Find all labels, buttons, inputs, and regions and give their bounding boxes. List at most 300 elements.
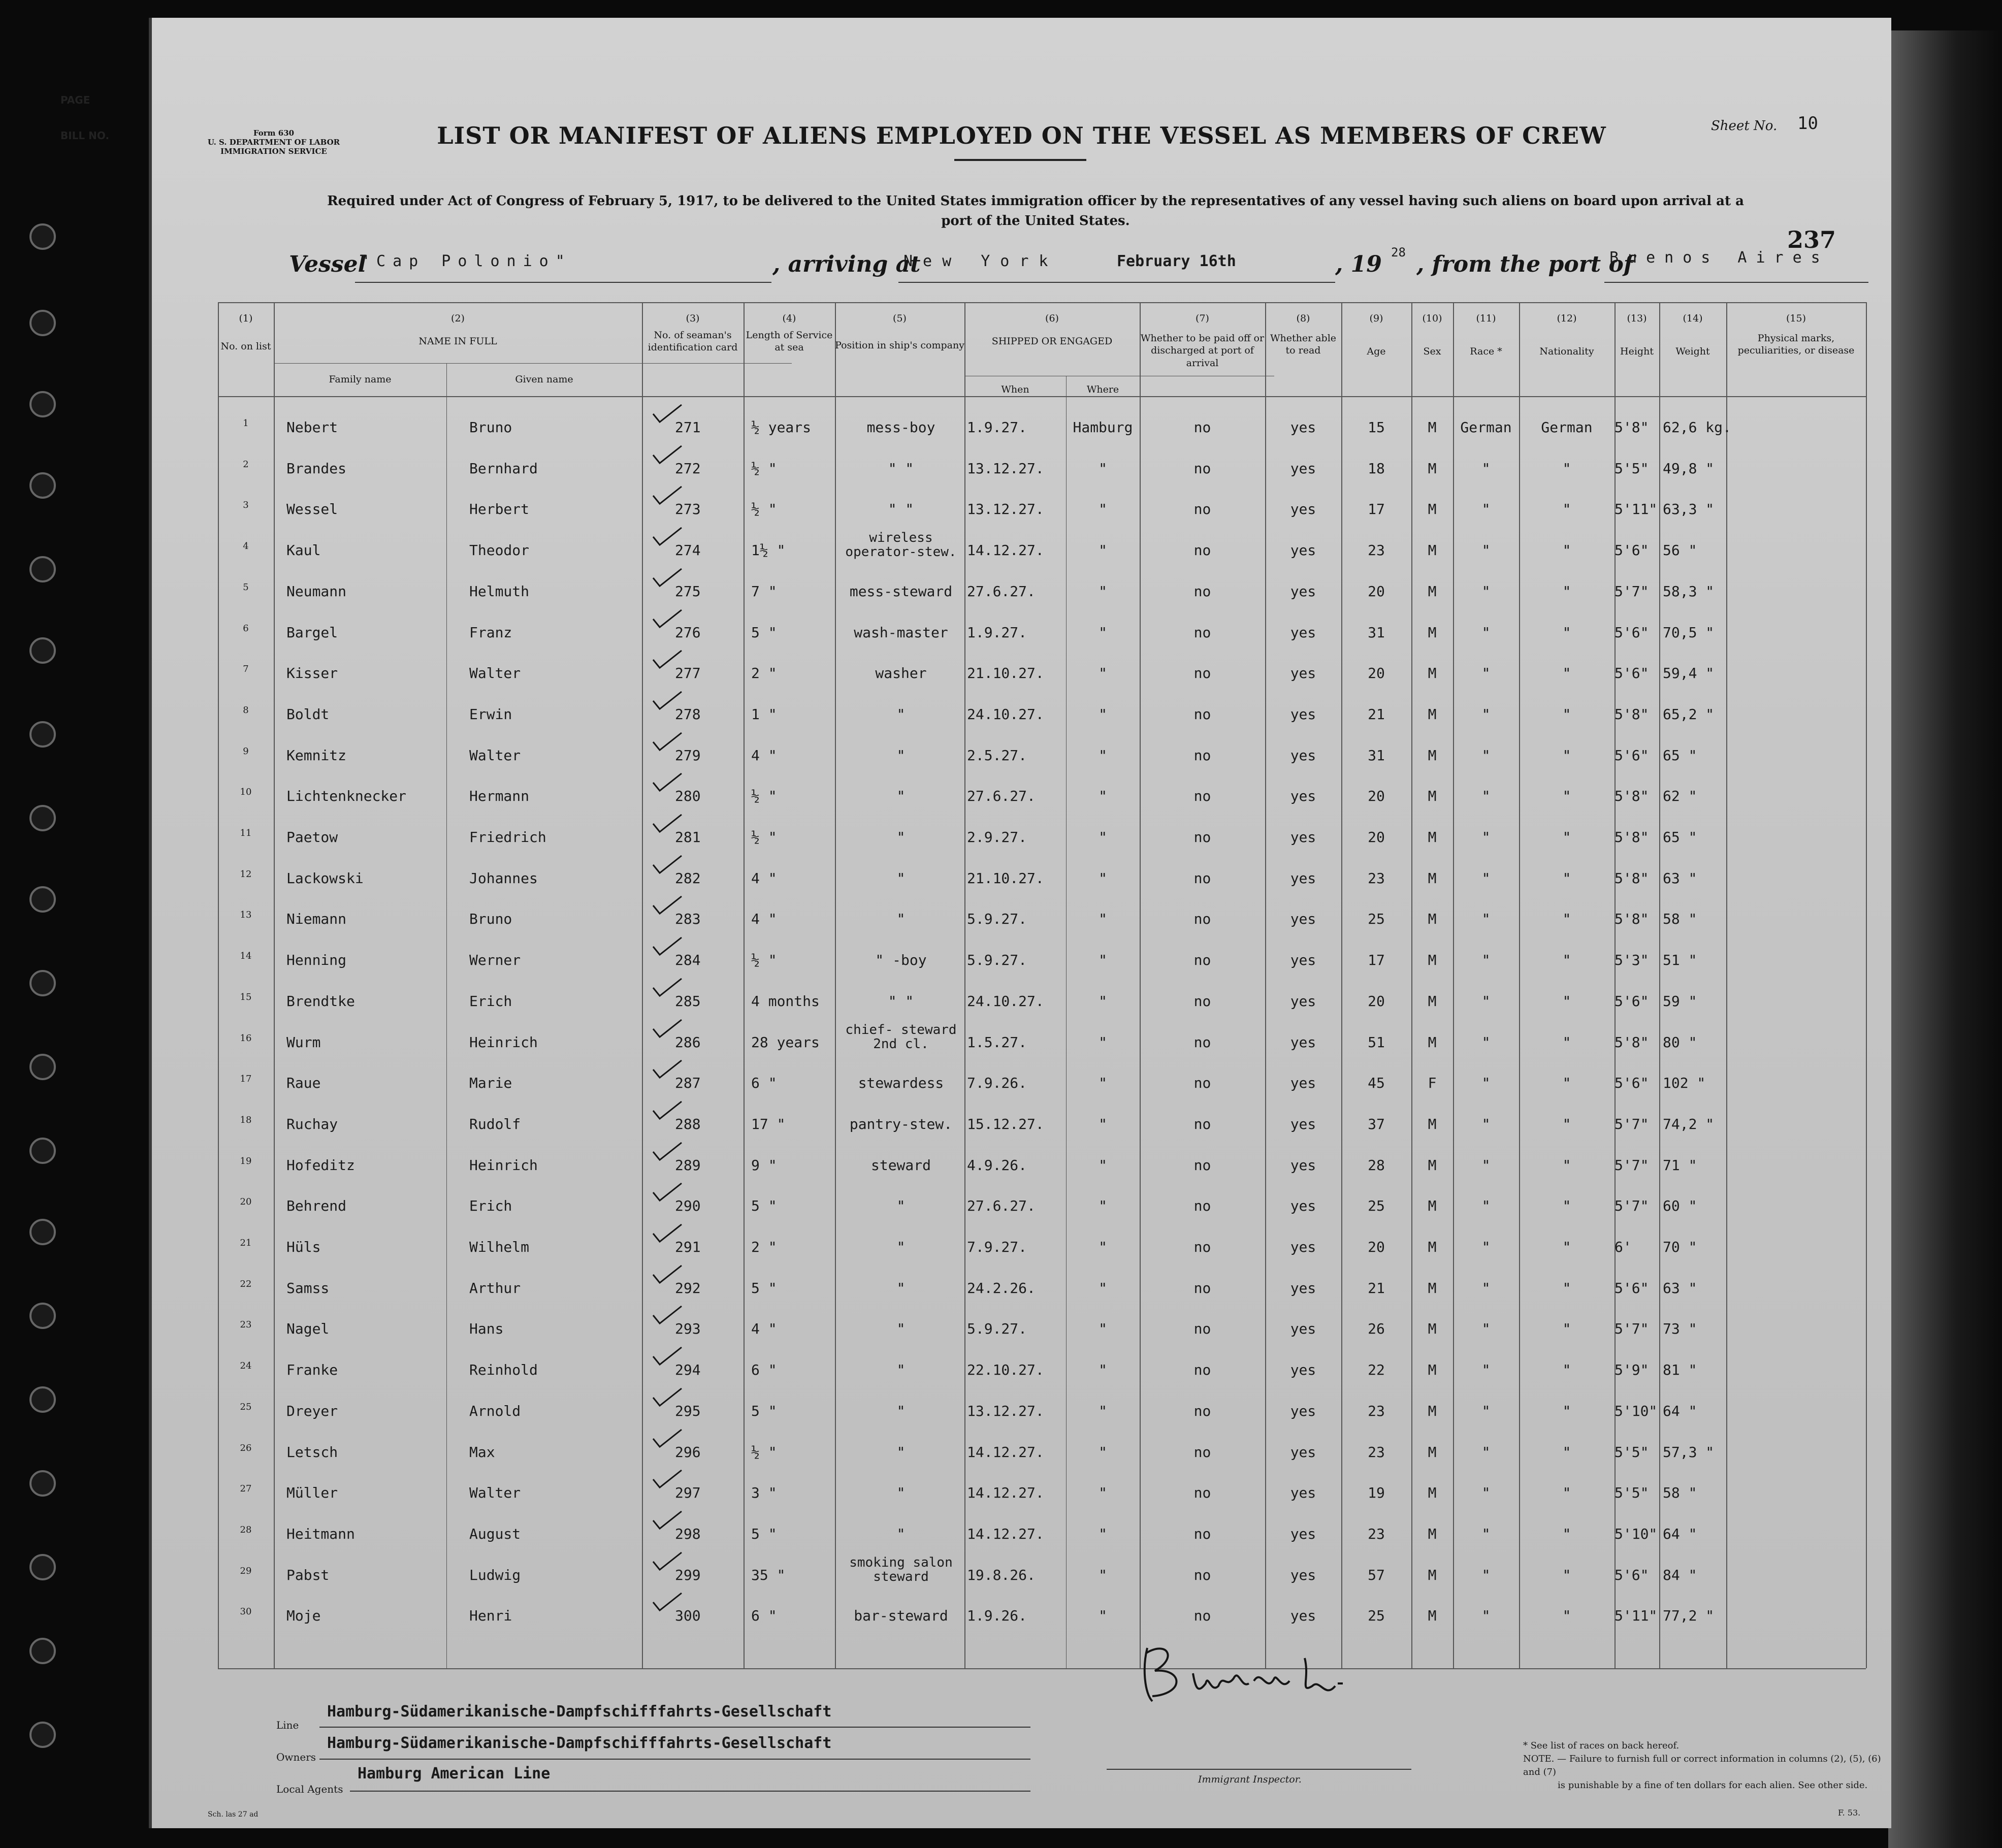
checkmark-icon — [652, 527, 683, 547]
cell-card: 298 — [675, 1525, 701, 1542]
col-label: Sex — [1423, 345, 1441, 357]
footnote-races: * See list of races on back hereof. — [1523, 1740, 1680, 1751]
cell-read: yes — [1290, 1239, 1316, 1255]
binder-hole — [29, 886, 56, 913]
cell-card: 275 — [675, 582, 701, 600]
cell-paid: no — [1193, 1525, 1211, 1542]
cell-race: " — [1481, 501, 1491, 518]
cell-when: 19.8.26. — [967, 1566, 1036, 1583]
cell-nat: " — [1562, 1075, 1571, 1092]
cell-card: 286 — [675, 1033, 701, 1051]
cell-card: 294 — [675, 1361, 701, 1379]
cell-nat: " — [1562, 705, 1571, 723]
cell-nat: " — [1562, 1279, 1571, 1296]
cell-service: ½ " — [751, 1443, 777, 1461]
binder-hole — [29, 223, 56, 250]
binder-hole — [29, 310, 56, 336]
name-subheader-rule — [274, 363, 792, 364]
cell-given: Walter — [469, 1484, 521, 1502]
cell-read: yes — [1290, 501, 1316, 518]
cell-height: 5'7" — [1614, 582, 1649, 600]
checkmark-icon — [652, 1510, 683, 1531]
sheet-number-value: 10 — [1797, 113, 1818, 134]
cell-position: " — [896, 1279, 906, 1296]
cell-given: Max — [469, 1443, 495, 1461]
cell-nat: " — [1562, 1402, 1571, 1419]
stamp-number: 237 — [1787, 226, 1836, 253]
cell-card: 291 — [675, 1239, 701, 1255]
cell-where: " — [1099, 992, 1107, 1010]
col-num: (13) — [1627, 313, 1647, 324]
cell-read: yes — [1290, 1361, 1316, 1379]
col-label: Position in ship's company — [835, 339, 964, 351]
cell-race: " — [1481, 1279, 1491, 1296]
cell-height: 5'8" — [1614, 1033, 1649, 1051]
cell-family: Nagel — [286, 1320, 330, 1338]
cell-given: Herbert — [469, 501, 530, 518]
cell-sex: M — [1428, 1115, 1437, 1132]
col-label: Whether to be paid off or discharged at port of arrival — [1140, 332, 1265, 369]
binder-hole — [29, 1638, 56, 1664]
col-num: (1) — [239, 313, 253, 324]
cell-given: Marie — [469, 1075, 512, 1092]
owners-label: Owners — [276, 1751, 316, 1763]
cell-service: 5 " — [751, 624, 777, 641]
cell-weight: 64 " — [1663, 1525, 1697, 1542]
cell-n: 5 — [243, 581, 249, 593]
cell-card: 276 — [675, 624, 701, 641]
cell-height: 5'8" — [1614, 829, 1649, 846]
cell-weight: 63 " — [1663, 1279, 1697, 1296]
cell-where: " — [1099, 665, 1107, 682]
cell-height: 5'7" — [1614, 1156, 1649, 1174]
cell-weight: 49,8 " — [1663, 460, 1715, 477]
cell-n: 8 — [243, 704, 249, 716]
cell-paid: no — [1193, 1607, 1211, 1625]
cell-service: 5 " — [751, 1279, 777, 1296]
arriving-port: New York — [903, 252, 1058, 270]
cell-sex: M — [1428, 1156, 1437, 1174]
cell-paid: no — [1193, 705, 1211, 723]
cell-paid: no — [1193, 829, 1211, 846]
cell-paid: no — [1193, 624, 1211, 641]
cell-where: " — [1099, 1239, 1107, 1255]
cell-height: 5'10" — [1614, 1525, 1658, 1542]
cell-n: 29 — [240, 1565, 252, 1576]
cell-card: 281 — [675, 829, 701, 846]
cell-age: 25 — [1368, 1607, 1385, 1625]
cell-given: Walter — [469, 747, 521, 764]
cell-nat: " — [1562, 1115, 1571, 1132]
cell-paid: no — [1193, 1075, 1211, 1092]
subtitle-line-2: port of the United States. — [941, 213, 1130, 229]
cell-service: 5 " — [751, 1525, 777, 1542]
cell-when: 5.9.27. — [967, 911, 1027, 928]
cell-given: Rudolf — [469, 1115, 521, 1132]
cell-service: 5 " — [751, 1197, 777, 1215]
cell-age: 21 — [1368, 1279, 1385, 1296]
cell-paid: no — [1193, 992, 1211, 1010]
cell-position: " — [896, 1197, 906, 1215]
document-title: LIST OR MANIFEST OF ALIENS EMPLOYED ON THE VESSEL AS MEMBERS OF CREW — [437, 122, 1606, 149]
cell-where: " — [1099, 1402, 1107, 1419]
checkmark-icon — [652, 855, 683, 875]
cell-race: " — [1481, 1115, 1491, 1132]
year-label: , 19 — [1335, 251, 1382, 277]
cell-sex: M — [1428, 1239, 1437, 1255]
cell-given: Helmuth — [469, 582, 530, 600]
checkmark-icon — [652, 1019, 683, 1039]
cell-card: 274 — [675, 542, 701, 559]
cell-race: " — [1481, 542, 1491, 559]
cell-sex: M — [1428, 911, 1437, 928]
col-label: Length of Service at sea — [746, 329, 833, 353]
cell-weight: 102 " — [1663, 1075, 1706, 1092]
binder-hole — [29, 970, 56, 996]
cell-weight: 70,5 " — [1663, 624, 1715, 641]
col-header-shipped — [964, 312, 1140, 347]
cell-family: Dreyer — [286, 1402, 338, 1419]
cell-n: 25 — [240, 1401, 252, 1412]
cell-service: ½ years — [751, 419, 812, 436]
cell-weight: 58,3 " — [1663, 582, 1715, 600]
cell-given: Henri — [469, 1607, 512, 1625]
cell-height: 5'6" — [1614, 542, 1649, 559]
cell-age: 23 — [1368, 869, 1385, 887]
cell-race: " — [1481, 1075, 1491, 1092]
cell-position: " — [896, 829, 906, 846]
inspector-label: Immigrant Inspector. — [1198, 1774, 1302, 1785]
checkmark-icon — [652, 1305, 683, 1325]
cell-paid: no — [1193, 911, 1211, 928]
col-num: (9) — [1369, 313, 1383, 324]
checkmark-icon — [652, 1429, 683, 1449]
cell-family: Letsch — [286, 1443, 338, 1461]
col-num: (15) — [1786, 313, 1806, 324]
cell-position: " — [896, 705, 906, 723]
cell-age: 37 — [1368, 1115, 1385, 1132]
cell-nat: " — [1562, 869, 1571, 887]
cell-height: 5'8" — [1614, 419, 1649, 436]
cell-n: 9 — [243, 745, 249, 757]
cell-age: 25 — [1368, 911, 1385, 928]
cell-position: stewardess — [858, 1075, 944, 1092]
cell-paid: no — [1193, 747, 1211, 764]
form-code-left: Sch. las 27 ad — [208, 1810, 259, 1819]
cell-paid: no — [1193, 1443, 1211, 1461]
owners-value: Hamburg-Südamerikanische-Dampfschifffahrts-Gesellschaft — [327, 1734, 832, 1752]
cell-when: 27.6.27. — [967, 1197, 1036, 1215]
cell-read: yes — [1290, 582, 1316, 600]
cell-n: 24 — [240, 1360, 252, 1372]
cell-weight: 70 " — [1663, 1239, 1697, 1255]
cell-read: yes — [1290, 869, 1316, 887]
cell-card: 293 — [675, 1320, 701, 1338]
cell-given: Wilhelm — [469, 1239, 530, 1255]
cell-paid: no — [1193, 1484, 1211, 1502]
cell-family: Brandes — [286, 460, 347, 477]
cell-height: 5'8" — [1614, 869, 1649, 887]
cell-when: 24.10.27. — [967, 992, 1044, 1010]
agents-underline — [350, 1791, 1030, 1792]
cell-race: " — [1481, 1320, 1491, 1338]
cell-sex: M — [1428, 1607, 1437, 1625]
cell-where: " — [1099, 911, 1107, 928]
cell-nat: " — [1562, 1525, 1571, 1542]
vessel-underline — [355, 282, 771, 283]
cell-weight: 51 " — [1663, 952, 1697, 969]
cell-paid: no — [1193, 869, 1211, 887]
cell-race: " — [1481, 460, 1491, 477]
cell-nat: " — [1562, 1239, 1571, 1255]
cell-age: 22 — [1368, 1361, 1385, 1379]
cell-card: 296 — [675, 1443, 701, 1461]
form-number: Form 630 — [253, 128, 295, 138]
cell-service: 4 " — [751, 747, 777, 764]
cell-paid: no — [1193, 1033, 1211, 1051]
cell-race: " — [1481, 1484, 1491, 1502]
cell-n: 26 — [240, 1442, 252, 1453]
checkmark-icon — [652, 1387, 683, 1408]
cell-sex: M — [1428, 419, 1437, 436]
cell-height: 5'6" — [1614, 1075, 1649, 1092]
cell-position: pantry-stew. — [849, 1115, 953, 1132]
cell-position: wireless operator-stew. — [845, 530, 957, 560]
col-header-nationality — [1519, 312, 1614, 358]
binder-hole — [29, 556, 56, 582]
line-label: Line — [276, 1719, 299, 1731]
cell-when: 13.12.27. — [967, 460, 1044, 477]
cell-where: " — [1099, 1156, 1107, 1174]
cell-family: Behrend — [286, 1197, 347, 1215]
cell-read: yes — [1290, 1402, 1316, 1419]
cell-when: 27.6.27. — [967, 582, 1036, 600]
cell-where: " — [1099, 624, 1107, 641]
binder-hole — [29, 1054, 56, 1080]
cell-family: Raue — [286, 1075, 321, 1092]
cell-service: ½ " — [751, 788, 777, 805]
binder-hole — [29, 1138, 56, 1164]
cell-when: 5.9.27. — [967, 1320, 1027, 1338]
cell-sex: M — [1428, 992, 1437, 1010]
cell-age: 20 — [1368, 788, 1385, 805]
binder-hole — [29, 1554, 56, 1580]
cell-nat: " — [1562, 1156, 1571, 1174]
cell-n: 10 — [240, 787, 252, 798]
cell-position: " — [896, 1320, 906, 1338]
cell-when: 1.9.27. — [967, 419, 1027, 436]
cell-family: Lichtenknecker — [286, 788, 407, 805]
cell-age: 20 — [1368, 582, 1385, 600]
cell-n: 2 — [243, 459, 249, 470]
cell-weight: 58 " — [1663, 911, 1697, 928]
cell-weight: 63 " — [1663, 869, 1697, 887]
cell-card: 285 — [675, 992, 701, 1010]
cell-position: smoking salon steward — [849, 1554, 953, 1584]
cell-n: 3 — [243, 500, 249, 511]
checkmark-icon — [652, 1223, 683, 1244]
cell-sex: F — [1428, 1075, 1437, 1092]
cell-when: 24.2.26. — [967, 1279, 1036, 1296]
cell-when: 15.12.27. — [967, 1115, 1044, 1132]
service-name: IMMIGRATION SERVICE — [220, 147, 327, 156]
cell-nat: " — [1562, 1361, 1571, 1379]
cell-age: 23 — [1368, 1402, 1385, 1419]
cell-position: wash-master — [854, 624, 948, 641]
cell-read: yes — [1290, 460, 1316, 477]
cell-family: Wessel — [286, 501, 338, 518]
cell-family: Lackowski — [286, 869, 364, 887]
cell-family: Henning — [286, 952, 347, 969]
cell-read: yes — [1290, 419, 1316, 436]
cell-n: 23 — [240, 1319, 252, 1331]
cell-position: " — [896, 911, 906, 928]
cell-n: 14 — [240, 951, 252, 962]
cell-height: 5'6" — [1614, 1279, 1649, 1296]
col-header-card — [642, 312, 744, 354]
cell-service: 28 years — [751, 1033, 820, 1051]
cell-position: " — [896, 788, 906, 805]
cell-family: Neumann — [286, 582, 347, 600]
cell-nat: " — [1562, 582, 1571, 600]
cell-read: yes — [1290, 1484, 1316, 1502]
col-label: SHIPPED OR ENGAGED — [991, 335, 1113, 347]
cell-race: " — [1481, 747, 1491, 764]
cell-service: 2 " — [751, 1239, 777, 1255]
cell-when: 21.10.27. — [967, 869, 1044, 887]
cell-race: " — [1481, 869, 1491, 887]
checkmark-icon — [652, 568, 683, 588]
cell-sex: M — [1428, 788, 1437, 805]
cell-sex: M — [1428, 542, 1437, 559]
cell-position: " " — [888, 992, 914, 1010]
cell-sex: M — [1428, 869, 1437, 887]
cell-service: 9 " — [751, 1156, 777, 1174]
cell-read: yes — [1290, 1566, 1316, 1583]
cell-position: " " — [888, 501, 914, 518]
cell-service: 1½ " — [751, 542, 786, 559]
cell-height: 5'11" — [1614, 501, 1658, 518]
footnote-note-1: NOTE. — Failure to furnish full or correct information in columns (2), (5), (6) and (7) — [1523, 1754, 1881, 1778]
col-line — [964, 302, 965, 1668]
cell-when: 2.9.27. — [967, 829, 1027, 846]
cell-family: Moje — [286, 1607, 321, 1625]
cell-paid: no — [1193, 419, 1211, 436]
cell-given: Franz — [469, 624, 512, 641]
cell-where: " — [1099, 1525, 1107, 1542]
cell-sex: M — [1428, 829, 1437, 846]
cell-nat: " — [1562, 747, 1571, 764]
cell-position: " — [896, 1484, 906, 1502]
cell-weight: 62,6 kg. — [1663, 419, 1731, 436]
cell-given: Erich — [469, 992, 512, 1010]
cell-when: 7.9.27. — [967, 1239, 1027, 1255]
cell-nat: " — [1562, 542, 1571, 559]
cell-n: 19 — [240, 1155, 252, 1166]
cell-n: 20 — [240, 1196, 252, 1208]
cell-weight: 65 " — [1663, 829, 1697, 846]
cell-family: Hofeditz — [286, 1156, 355, 1174]
cell-sex: M — [1428, 1484, 1437, 1502]
binder-hole — [29, 472, 56, 499]
cell-service: 6 " — [751, 1361, 777, 1379]
cell-paid: no — [1193, 460, 1211, 477]
cell-card: 279 — [675, 747, 701, 764]
binder-hole — [29, 805, 56, 831]
agents-value: Hamburg American Line — [358, 1765, 551, 1782]
cell-paid: no — [1193, 1279, 1211, 1296]
cell-sex: M — [1428, 624, 1437, 641]
cell-age: 15 — [1368, 419, 1385, 436]
cell-n: 6 — [243, 623, 249, 634]
cell-when: 13.12.27. — [967, 501, 1044, 518]
cell-race: " — [1481, 1361, 1491, 1379]
cell-race: " — [1481, 829, 1491, 846]
col-header-height — [1614, 312, 1659, 358]
cell-read: yes — [1290, 624, 1316, 641]
cell-n: 12 — [240, 868, 252, 880]
cell-family: Boldt — [286, 705, 330, 723]
cell-card: 284 — [675, 952, 701, 969]
cell-service: 4 " — [751, 911, 777, 928]
cell-read: yes — [1290, 747, 1316, 764]
cell-service: 6 " — [751, 1607, 777, 1625]
cell-sex: M — [1428, 1402, 1437, 1419]
checkmark-icon — [652, 404, 683, 424]
cell-where: " — [1099, 460, 1107, 477]
cell-paid: no — [1193, 582, 1211, 600]
cell-read: yes — [1290, 1320, 1316, 1338]
cell-height: 5'6" — [1614, 747, 1649, 764]
cell-when: 2.5.27. — [967, 747, 1027, 764]
checkmark-icon — [652, 1265, 683, 1285]
cell-weight: 56 " — [1663, 542, 1697, 559]
cell-family: Kemnitz — [286, 747, 347, 764]
cell-family: Wurm — [286, 1033, 321, 1051]
cell-sex: M — [1428, 1033, 1437, 1051]
cell-where: " — [1099, 582, 1107, 600]
col-line — [744, 302, 745, 1668]
arrival-date: February 16th — [1117, 252, 1236, 270]
cell-read: yes — [1290, 992, 1316, 1010]
cell-where: " — [1099, 869, 1107, 887]
binder-hole — [29, 1219, 56, 1245]
manifest-sheet — [60, 18, 1891, 1828]
cell-height: 5'5" — [1614, 1443, 1649, 1461]
cell-given: Heinrich — [469, 1033, 538, 1051]
cell-height: 5'8" — [1614, 911, 1649, 928]
cell-read: yes — [1290, 1279, 1316, 1296]
cell-where: " — [1099, 829, 1107, 846]
cell-given: Ludwig — [469, 1566, 521, 1583]
cell-given: Hermann — [469, 788, 530, 805]
cell-where: " — [1099, 1033, 1107, 1051]
col-num: (8) — [1296, 313, 1310, 324]
cell-age: 57 — [1368, 1566, 1385, 1583]
cell-n: 22 — [240, 1278, 252, 1289]
cell-where: " — [1099, 501, 1107, 518]
cell-paid: no — [1193, 1197, 1211, 1215]
col-header-read — [1265, 312, 1341, 357]
cell-where: " — [1099, 705, 1107, 723]
col-header-position — [835, 312, 964, 351]
binder-hole — [29, 1722, 56, 1748]
cell-when: 13.12.27. — [967, 1402, 1044, 1419]
cell-when: 7.9.26. — [967, 1075, 1027, 1092]
col-header-physical — [1726, 312, 1866, 357]
cell-service: 7 " — [751, 582, 777, 600]
cell-nat: " — [1562, 1443, 1571, 1461]
